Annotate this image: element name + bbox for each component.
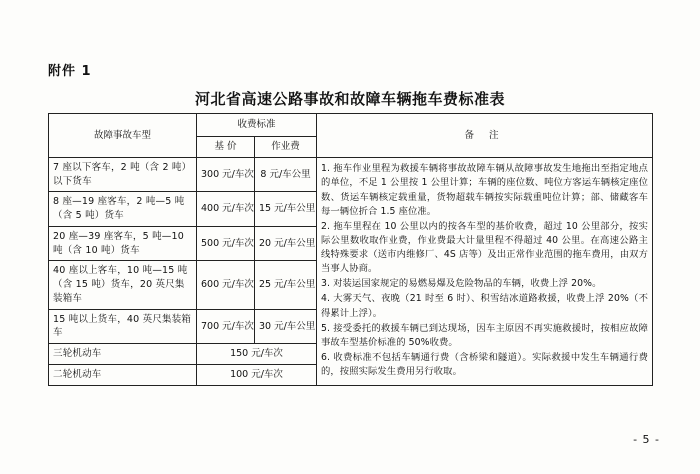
page-title: 河北省高速公路事故和故障车辆拖车费标准表 bbox=[194, 90, 505, 108]
header-fee-standard: 收费标准 bbox=[197, 114, 317, 137]
fee-standard-table bbox=[48, 113, 653, 386]
fee-table-container bbox=[48, 113, 652, 386]
note-item: 6. 收费标准不包括车辆通行费（含桥梁和隧道）。实际救援中发生车辆通行费的，按照实际发生费用另行收取。 bbox=[321, 351, 649, 378]
header-base-price: 基 价 bbox=[197, 137, 255, 158]
note-item: 1. 拖车作业里程为救援车辆将事故故障车辆从故障事故发生地拖出至指定地点的单位，不足 1 公里按 1 公里计算；车辆的座位数、吨位方客运车辆核定座位数、货运车辆核定载重量，货物超载车辆按实际载重吨位计算；部、储藏客车每一辆位折合 1.5 座位准。 bbox=[321, 163, 649, 217]
cell-vehicle-type: 20 座—39 座客车，5 吨—10 吨（含 10 吨）货车 bbox=[49, 226, 197, 261]
cell-vehicle-type: 7 座以下客车，2 吨（含 2 吨）以下货车 bbox=[49, 157, 197, 192]
note-item: 5. 接受委托的救援车辆已到达现场，因车主原因不再实施救援时，按相应故障事故车型基价标准的 50%收费。 bbox=[321, 322, 649, 348]
cell-work-fee: 30 元/车公里 bbox=[255, 309, 317, 344]
cell-work-fee: 15 元/车公里 bbox=[255, 192, 317, 227]
cell-base-price: 150 元/车次 bbox=[197, 344, 317, 365]
attachment-label: 附件 1 bbox=[48, 64, 92, 79]
note-item: 2. 拖车里程在 10 公里以内的按各车型的基价收费，超过 10 公里部分，按实际公里数收取作业费，作业费最大计量里程不得超过 40 公里。在高速公路主线特殊要求（送市内维修厂、4S 店等）及出正常作业范围的拖车费用，由双方当事人协商。 bbox=[321, 220, 649, 275]
note-item: 4. 大雾天气、夜晚（21 时至 6 时）、积雪结冰道路救援，收费上浮 20%（不得累计上浮）。 bbox=[321, 293, 649, 319]
table-row bbox=[49, 157, 653, 192]
cell-base-price: 700 元/车次 bbox=[197, 309, 255, 344]
cell-vehicle-type: 三轮机动车 bbox=[49, 344, 197, 365]
cell-work-fee: 8 元/车公里 bbox=[255, 157, 317, 192]
cell-base-price: 100 元/车次 bbox=[197, 364, 317, 385]
cell-vehicle-type: 8 座—19 座客车，2 吨—5 吨（含 5 吨）货车 bbox=[49, 192, 197, 227]
page-number: - 5 - bbox=[633, 433, 660, 446]
cell-work-fee: 20 元/车公里 bbox=[255, 226, 317, 261]
cell-notes bbox=[317, 157, 653, 385]
cell-base-price: 300 元/车次 bbox=[197, 157, 255, 192]
note-item: 3. 对装运国家规定的易燃易爆及危险物品的车辆，收费上浮 20%。 bbox=[321, 278, 602, 290]
notes-list bbox=[321, 162, 648, 379]
cell-vehicle-type: 40 座以上客车，10 吨—15 吨（含 15 吨）货车，20 英尺集装箱车 bbox=[49, 261, 197, 309]
header-vehicle-type: 故障事故车型 bbox=[49, 114, 197, 158]
cell-work-fee: 25 元/车公里 bbox=[255, 261, 317, 309]
cell-vehicle-type: 二轮机动车 bbox=[49, 364, 197, 385]
cell-base-price: 500 元/车次 bbox=[197, 226, 255, 261]
table-header-row bbox=[49, 114, 653, 137]
cell-base-price: 600 元/车次 bbox=[197, 261, 255, 309]
header-note: 备 注 bbox=[317, 114, 653, 158]
cell-base-price: 400 元/车次 bbox=[197, 192, 255, 227]
header-work-fee: 作业费 bbox=[255, 137, 317, 158]
cell-vehicle-type: 15 吨以上货车，40 英尺集装箱车 bbox=[49, 309, 197, 344]
